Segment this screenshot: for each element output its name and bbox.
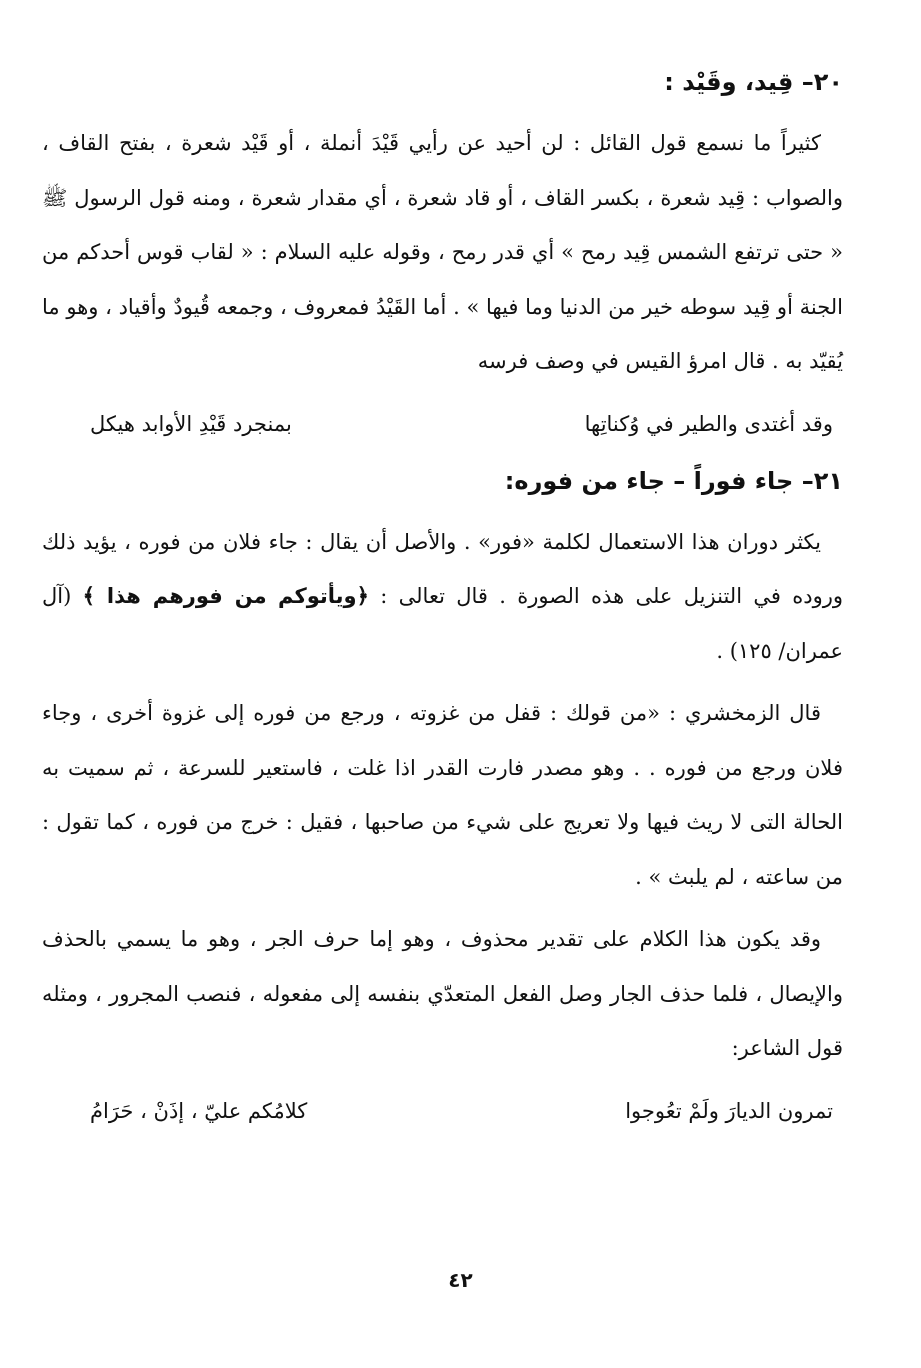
poem-verse-imru-al-qays — [42, 397, 843, 451]
text-line: امرؤ القيس في وصف فرسه — [477, 349, 727, 373]
text-line: بفتح القاف ، والصواب : قِيد شعرة ، بكسر القاف ، أو قاد شعرة ، أي مقدار — [42, 131, 843, 210]
text-line: شعرة ، ومنه قول الرسول ﷺ « حتى ترتفع الشمس قِيد رمح » أي قدر رمح ، — [42, 185, 843, 264]
section-20-heading: ٢٠– قِيد، وقَيْد : — [664, 68, 843, 96]
text-line: فوره ، يؤيد ذلك وروده في التنزيل على هذه الصورة . قال تعالى : — [42, 529, 844, 608]
section-21-paragraph-1 — [42, 515, 843, 679]
poem-verse-poet — [42, 1084, 843, 1138]
section-21-paragraph-3 — [42, 912, 843, 1076]
text-line: قال الزمخشري : «من قولك : قفل من غزوته ، ورجع من فوره إلى غزوة — [161, 701, 821, 725]
text-line: الدنيا وما فيها » . أما القَيْدُ فمعروف ، وجمعه قُيودٌ وأقياد ، وهو ما يُقيّد به . قال — [42, 294, 843, 373]
verse-second-hemistich: كلامُكم عليّ ، إذَنْ ، حَرَامُ — [90, 1098, 308, 1123]
text-line: كثيراً ما نسمع قول القائل : لن أحيد عن رأيي قَيْدَ أنملة ، أو قَيْد شعرة ، — [164, 131, 821, 155]
verse-first-hemistich: وقد أغتدى والطير في وُكناتِها — [584, 411, 833, 436]
page-number: ٤٢ — [448, 1268, 473, 1292]
section-21-paragraph-2 — [42, 686, 843, 904]
quran-reference: (آل عمران/ ١٢٥) . — [42, 584, 843, 663]
section-21-heading: ٢١– جاء فوراً – جاء من فوره: — [504, 466, 843, 495]
text-line: وقد يكون هذا الكلام على تقدير محذوف ، وهو إما حرف الجر ، وهو ما — [180, 927, 821, 951]
verse-second-hemistich: بمنجرد قَيْدِ الأوابد هيكل — [90, 411, 292, 436]
text-line: مفعوله ، فنصب المجرور ، ومثله قول الشاعر: — [42, 981, 843, 1060]
text-line: أخرى ، وجاء فلان ورجع من فوره . . وهو مصدر فارت القدر اذا غلت ، — [42, 701, 843, 780]
text-line: فاستعير للسرعة ، ثم سميت به الحالة التى لا ريث فيها ولا تعريج على شيء — [42, 755, 843, 834]
text-line: يسمي بالحذف والإيصال ، فلما حذف الجار وصل الفعل المتعدّي بنفسه إلى — [42, 927, 843, 1006]
text-line: من صاحبها ، فقيل : خرج من فوره ، كما تقول : من ساعته ، لم يلبث » . — [42, 810, 843, 889]
verse-first-hemistich: تمرون الديارَ ولَمْ تعُوجوا — [625, 1098, 833, 1123]
text-line: وقوله عليه السلام : « لقاب قوس أحدكم من الجنة أو قِيد سوطه خير من — [42, 240, 843, 319]
quran-quote: من فورهم هذا ﴾ — [82, 584, 267, 608]
section-20-paragraph — [42, 116, 843, 389]
quran-quote: ﴿ويأتوكم — [278, 584, 369, 608]
text-line: يكثر دوران هذا الاستعمال لكلمة «فور» . والأصل أن يقال : جاء فلان من — [188, 529, 821, 554]
